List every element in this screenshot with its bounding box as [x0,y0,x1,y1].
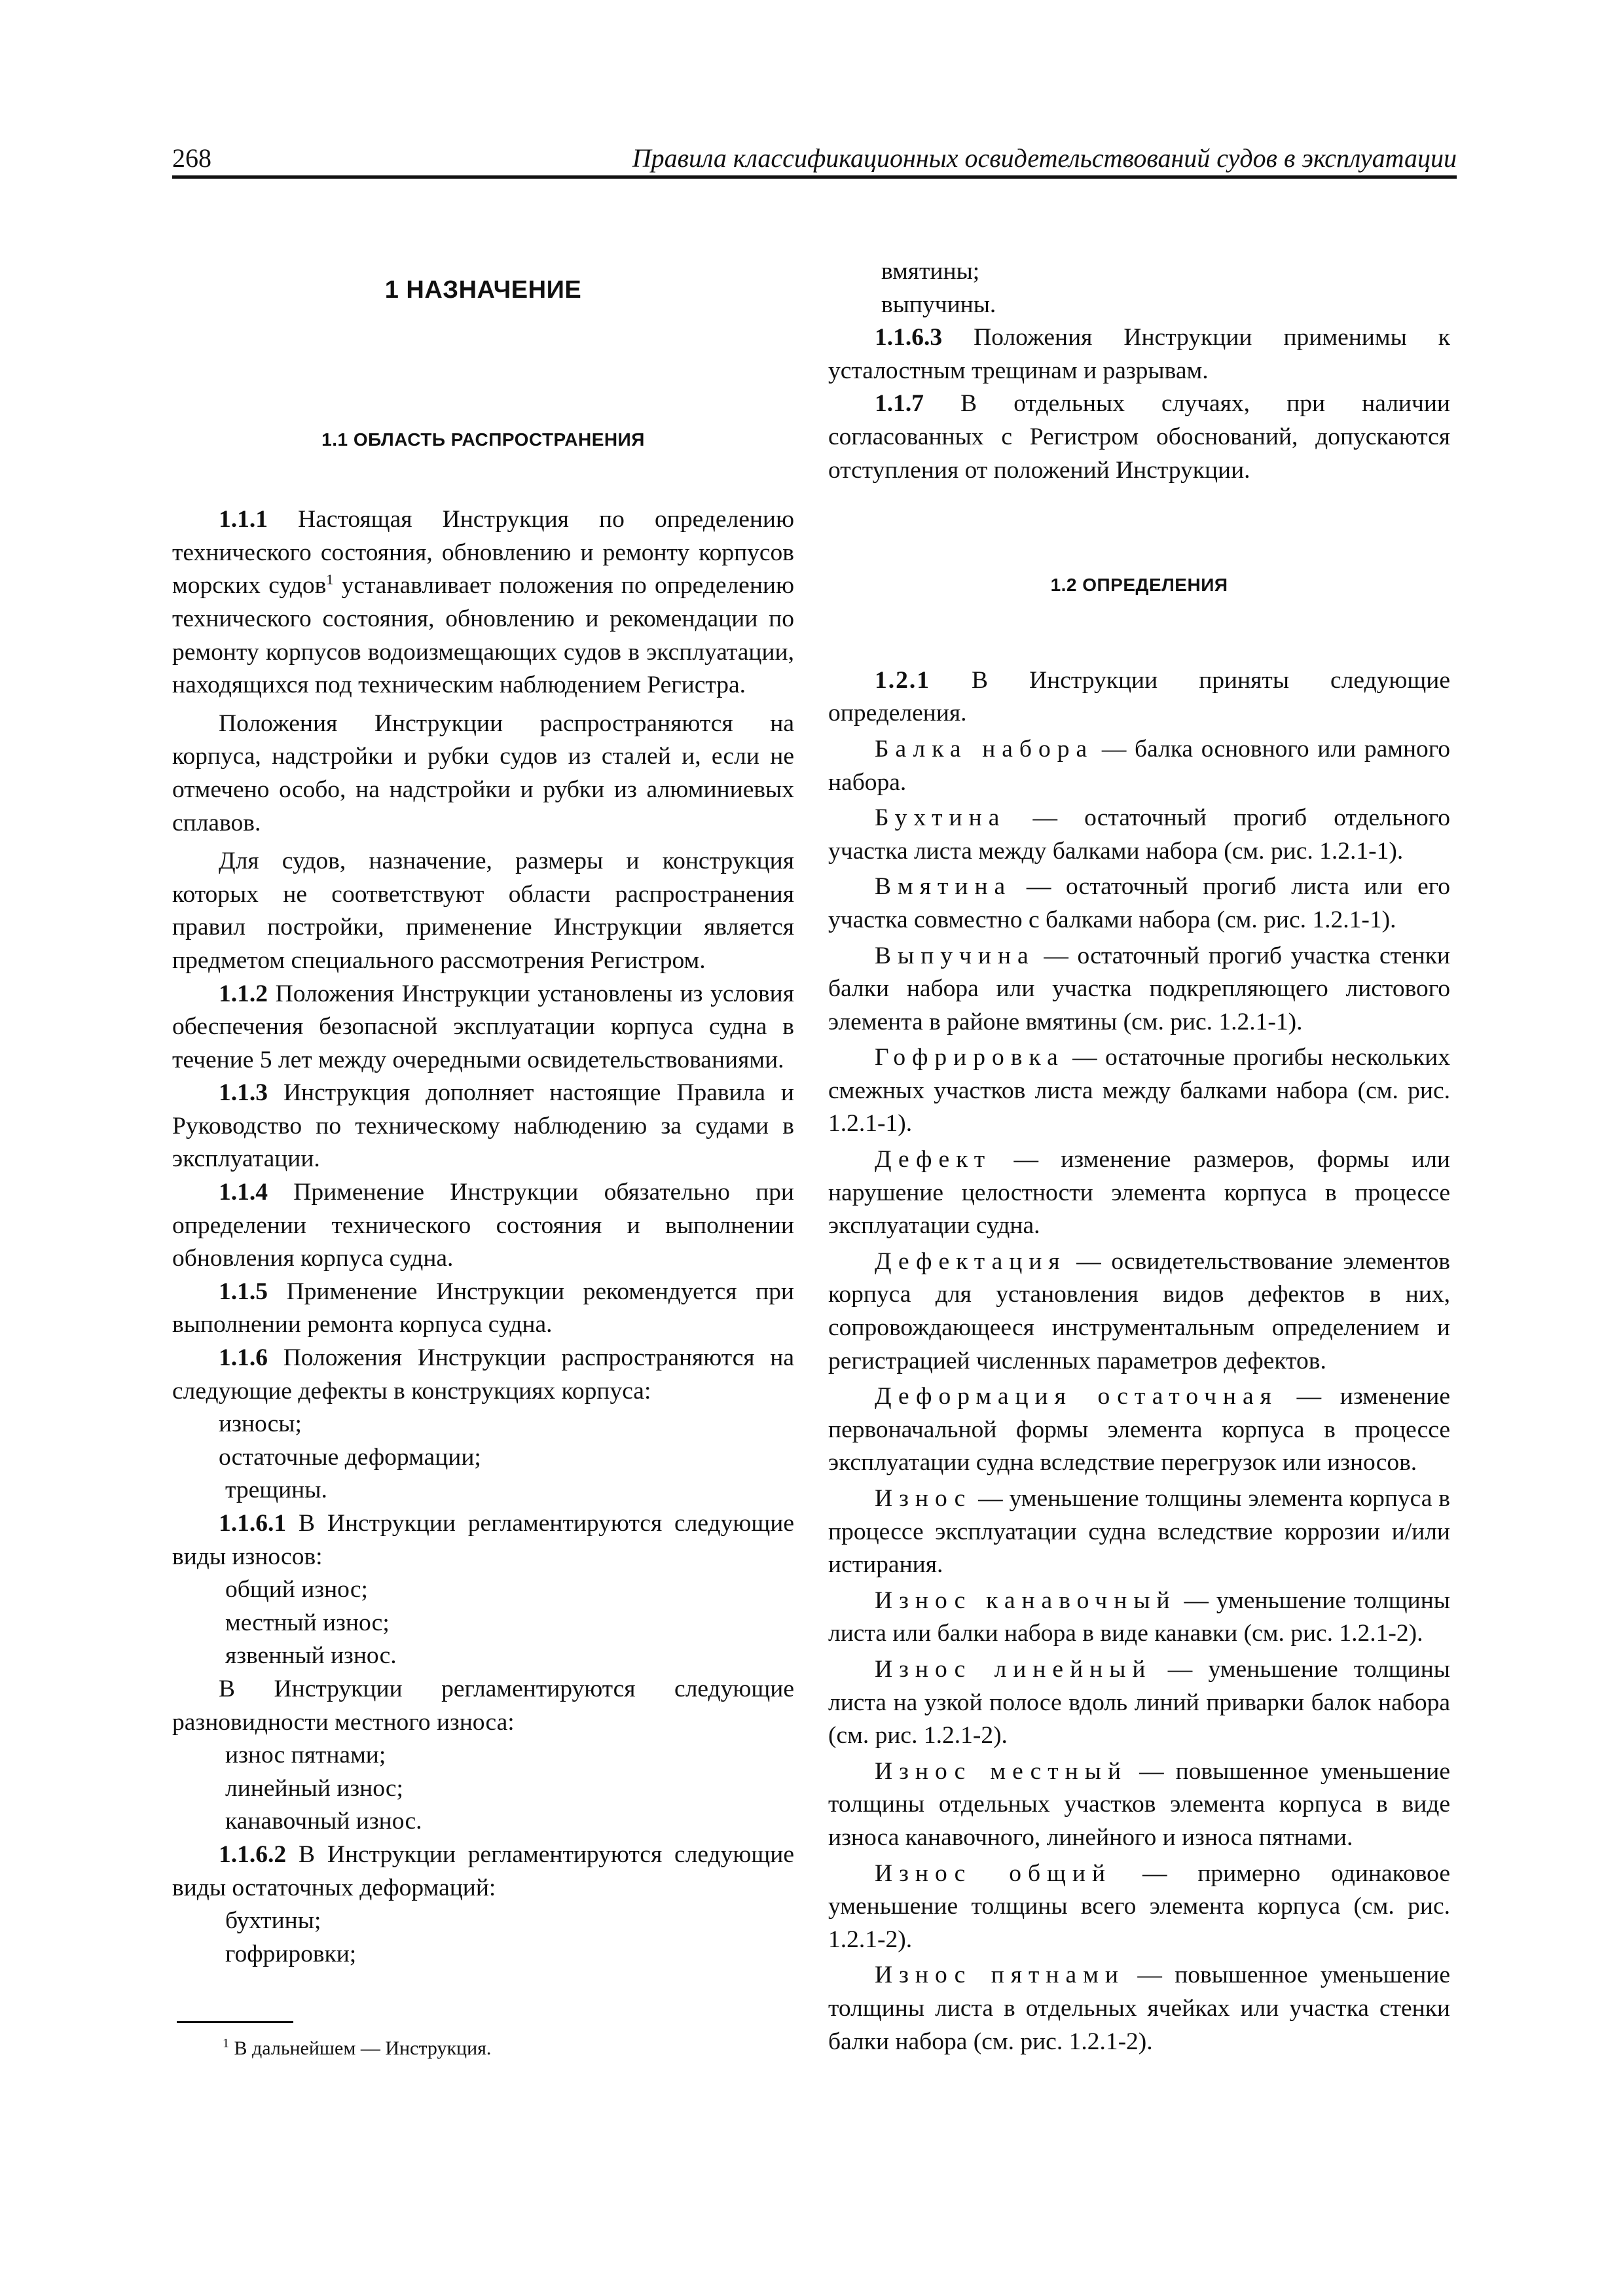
definition-bukhtina: Бухтина — остаточный прогиб отдельного участка листа между балками набора (см. рис. 1.2.1-1). [828,804,1450,865]
left-column [172,255,794,1971]
definition-defekt: Дефект — изменение размеров, формы или нарушение целостности элемента корпуса в процессе эксплуатации судна. [828,1146,1450,1240]
paragraph-1-1-6-1: 1.1.6.1 В Инструкции регламентируются следующие виды износов: [172,1510,794,1570]
definition-iznos-mestny: Износ местный — повышенное уменьшение толщины отдельных участков элемента корпуса в виде износа канавочного, линейного и износа пятнами. [828,1757,1450,1851]
paragraph-1-1-5: 1.1.5 Применение Инструкции рекомендуется при выполнении ремонта корпуса судна. [172,1278,794,1338]
definition-term: Гофрировка [875,1044,1065,1071]
header-rule [172,175,1457,179]
definition-term: Бухтина [875,804,1006,832]
definition-term: Износ [875,1485,972,1512]
definition-beam: Балка набора — балка основного или рамного набора. [828,735,1450,796]
definition-gofrirovka: Гофрировка — остаточные прогибы нескольких смежных участков листа между балками набора (см. рис. 1.2.1-1). [828,1044,1450,1138]
definition-iznos-pyatnami: Износ пятнами — повышенное уменьшение толщины листа в отдельных ячейках или участка стенки балки набора (см. рис. 1.2.1-2). [828,1962,1450,2055]
paragraph-1-1-3: 1.1.3 Инструкция дополняет настоящие Правила и Руководство по техническому наблюдению за судами в эксплуатации. [172,1079,794,1173]
paragraph-1-1-6: 1.1.6 Положения Инструкции распространяются на следующие дефекты в конструкциях корпуса: [172,1344,794,1405]
subsection-title-1-2: 1.2 ОПРЕДЕЛЕНИЯ [1050,575,1228,596]
definition-vmyatina: Вмятина — остаточный прогиб листа или его участка совместно с балками набора (см. рис. 1.2.1-1). [828,873,1450,933]
definition-term: Износ канавочный [875,1587,1176,1614]
definition-iznos-obshchy: Износ общий — примерно одинаковое уменьшение толщины всего элемента корпуса (см. рис. 1.2.1-2). [828,1859,1450,1953]
list-item: гофрировки; [225,1940,357,1967]
list-item: выпучины. [881,291,996,318]
definition-term: Деформация остаточная [875,1383,1278,1410]
clause-number: 1.1.1 [219,506,268,533]
list-item: износ пятнами; [225,1742,386,1769]
definition-iznos-kanavochny: Износ канавочный — уменьшение толщины листа или балки набора в виде канавки (см. рис. 1.2.1-2). [828,1587,1450,1647]
page-number: 268 [172,143,211,173]
paragraph-1-1-2: 1.1.2 Положения Инструкции установлены из условия обеспечения безопасной эксплуатации корпуса судна в течение 5 лет между очередными освидетельствованиями. [172,980,794,1073]
list-item: линейный износ; [225,1774,403,1802]
definition-defektatsiya: Дефектация — освидетельствование элементов корпуса для установления видов дефектов в них, сопровождающееся инструментальным определением и регистрацией численных параметров дефектов. [828,1247,1450,1374]
list-item: канавочный износ. [225,1808,422,1835]
footnote: $^1$ В дальнейшем — Инструкция. [223,2036,492,2059]
list-item: износы; [219,1410,302,1438]
definition-term: Износ пятнами [875,1962,1125,1989]
page-header [172,143,1457,175]
paragraph-1-2-1: 1.2.1 В Инструкции приняты следующие определения. [828,666,1450,727]
definition-iznos-lineyny: Износ линейный — уменьшение толщины листа на узкой полосе вдоль линий приварки балок набора (см. рис. 1.2.1-2). [828,1655,1450,1749]
section-title: 1 НАЗНАЧЕНИЕ [384,276,582,304]
footnote-marker: 1 [223,2036,229,2051]
definition-vypuchina: Выпучина — остаточный прогиб участка стенки балки набора или участка подкрепляющего листового элемента в районе вмятины (см. рис. 1.2.1-1). [828,942,1450,1035]
definition-deformatsiya: Деформация остаточная — изменение первоначальной формы элемента корпуса в процессе эксплуатации судна вследствие перегрузок или износов. [828,1383,1450,1477]
paragraph-1-1-6-2: 1.1.6.2 В Инструкции регламентируются следующие виды остаточных деформаций: [172,1840,794,1901]
list-item: остаточные деформации; [219,1443,481,1471]
definition-term: Балка набора [875,735,1094,762]
list-item: вмятины; [881,258,980,285]
list-item: бухтины; [225,1907,321,1935]
definition-term: Выпучина [875,942,1035,969]
footnote-rule [177,2021,293,2023]
subsection-title-1-1: 1.1 ОБЛАСТЬ РАСПРОСТРАНЕНИЯ [321,429,645,450]
running-title: Правила классификационных освидетельствований судов в эксплуатации [632,143,1457,173]
definition-term: Дефект [875,1146,992,1174]
paragraph-scope: Положения Инструкции распространяются на корпуса, надстройки и рубки судов из сталей и, если не отмечено особо, на надстройки и рубки из алюминиевых сплавов. [172,709,794,836]
list-item: местный износ; [225,1609,390,1636]
definition-term: Вмятина [875,873,1012,901]
paragraph-local-wear: В Инструкции регламентируются следующие разновидности местного износа: [172,1675,794,1736]
footnote-ref: 1 [326,571,334,588]
paragraph-special: Для судов, назначение, размеры и конструкция которых не соответствуют области распространения правил постройки, применение Инструкции является предметом специального рассмотрения Регистром. [172,848,794,974]
paragraph-1-1-6-3: 1.1.6.3 Положения Инструкции применимы к усталостным трещинам и разрывам. [828,324,1450,384]
list-item: общий износ; [225,1576,368,1604]
definition-term: Износ общий [875,1859,1112,1887]
paragraph-1-1-7: 1.1.7 В отдельных случаях, при наличии согласованных с Регистром обоснований, допускаются отступления от положений Инструкции. [828,390,1450,484]
definition-term: Износ местный [875,1757,1128,1785]
paragraph-1-1-1: 1.1.1 Настоящая Инструкция по определению технического состояния, обновлению и ремонту корпусов морских судов$^1$ устанавливает положения по определению технического состояния, обновлению и рекомендации по ремонту корпусов водоизмещающих судов в эксплуатации, находящихся под техническим наблюдением Регистра. [172,506,794,699]
definition-term: Износ линейный [875,1655,1152,1683]
paragraph-1-1-4: 1.1.4 Применение Инструкции обязательно при определении технического состояния и выполнении обновления корпуса судна. [172,1179,794,1272]
definition-term: Дефектация [875,1247,1067,1275]
list-item: язвенный износ. [225,1642,397,1670]
list-item: трещины. [225,1477,327,1504]
definition-iznos: Износ — уменьшение толщины элемента корпуса в процессе эксплуатации судна вследствие коррозии и/или истирания. [828,1485,1450,1579]
right-column [828,255,1450,2058]
